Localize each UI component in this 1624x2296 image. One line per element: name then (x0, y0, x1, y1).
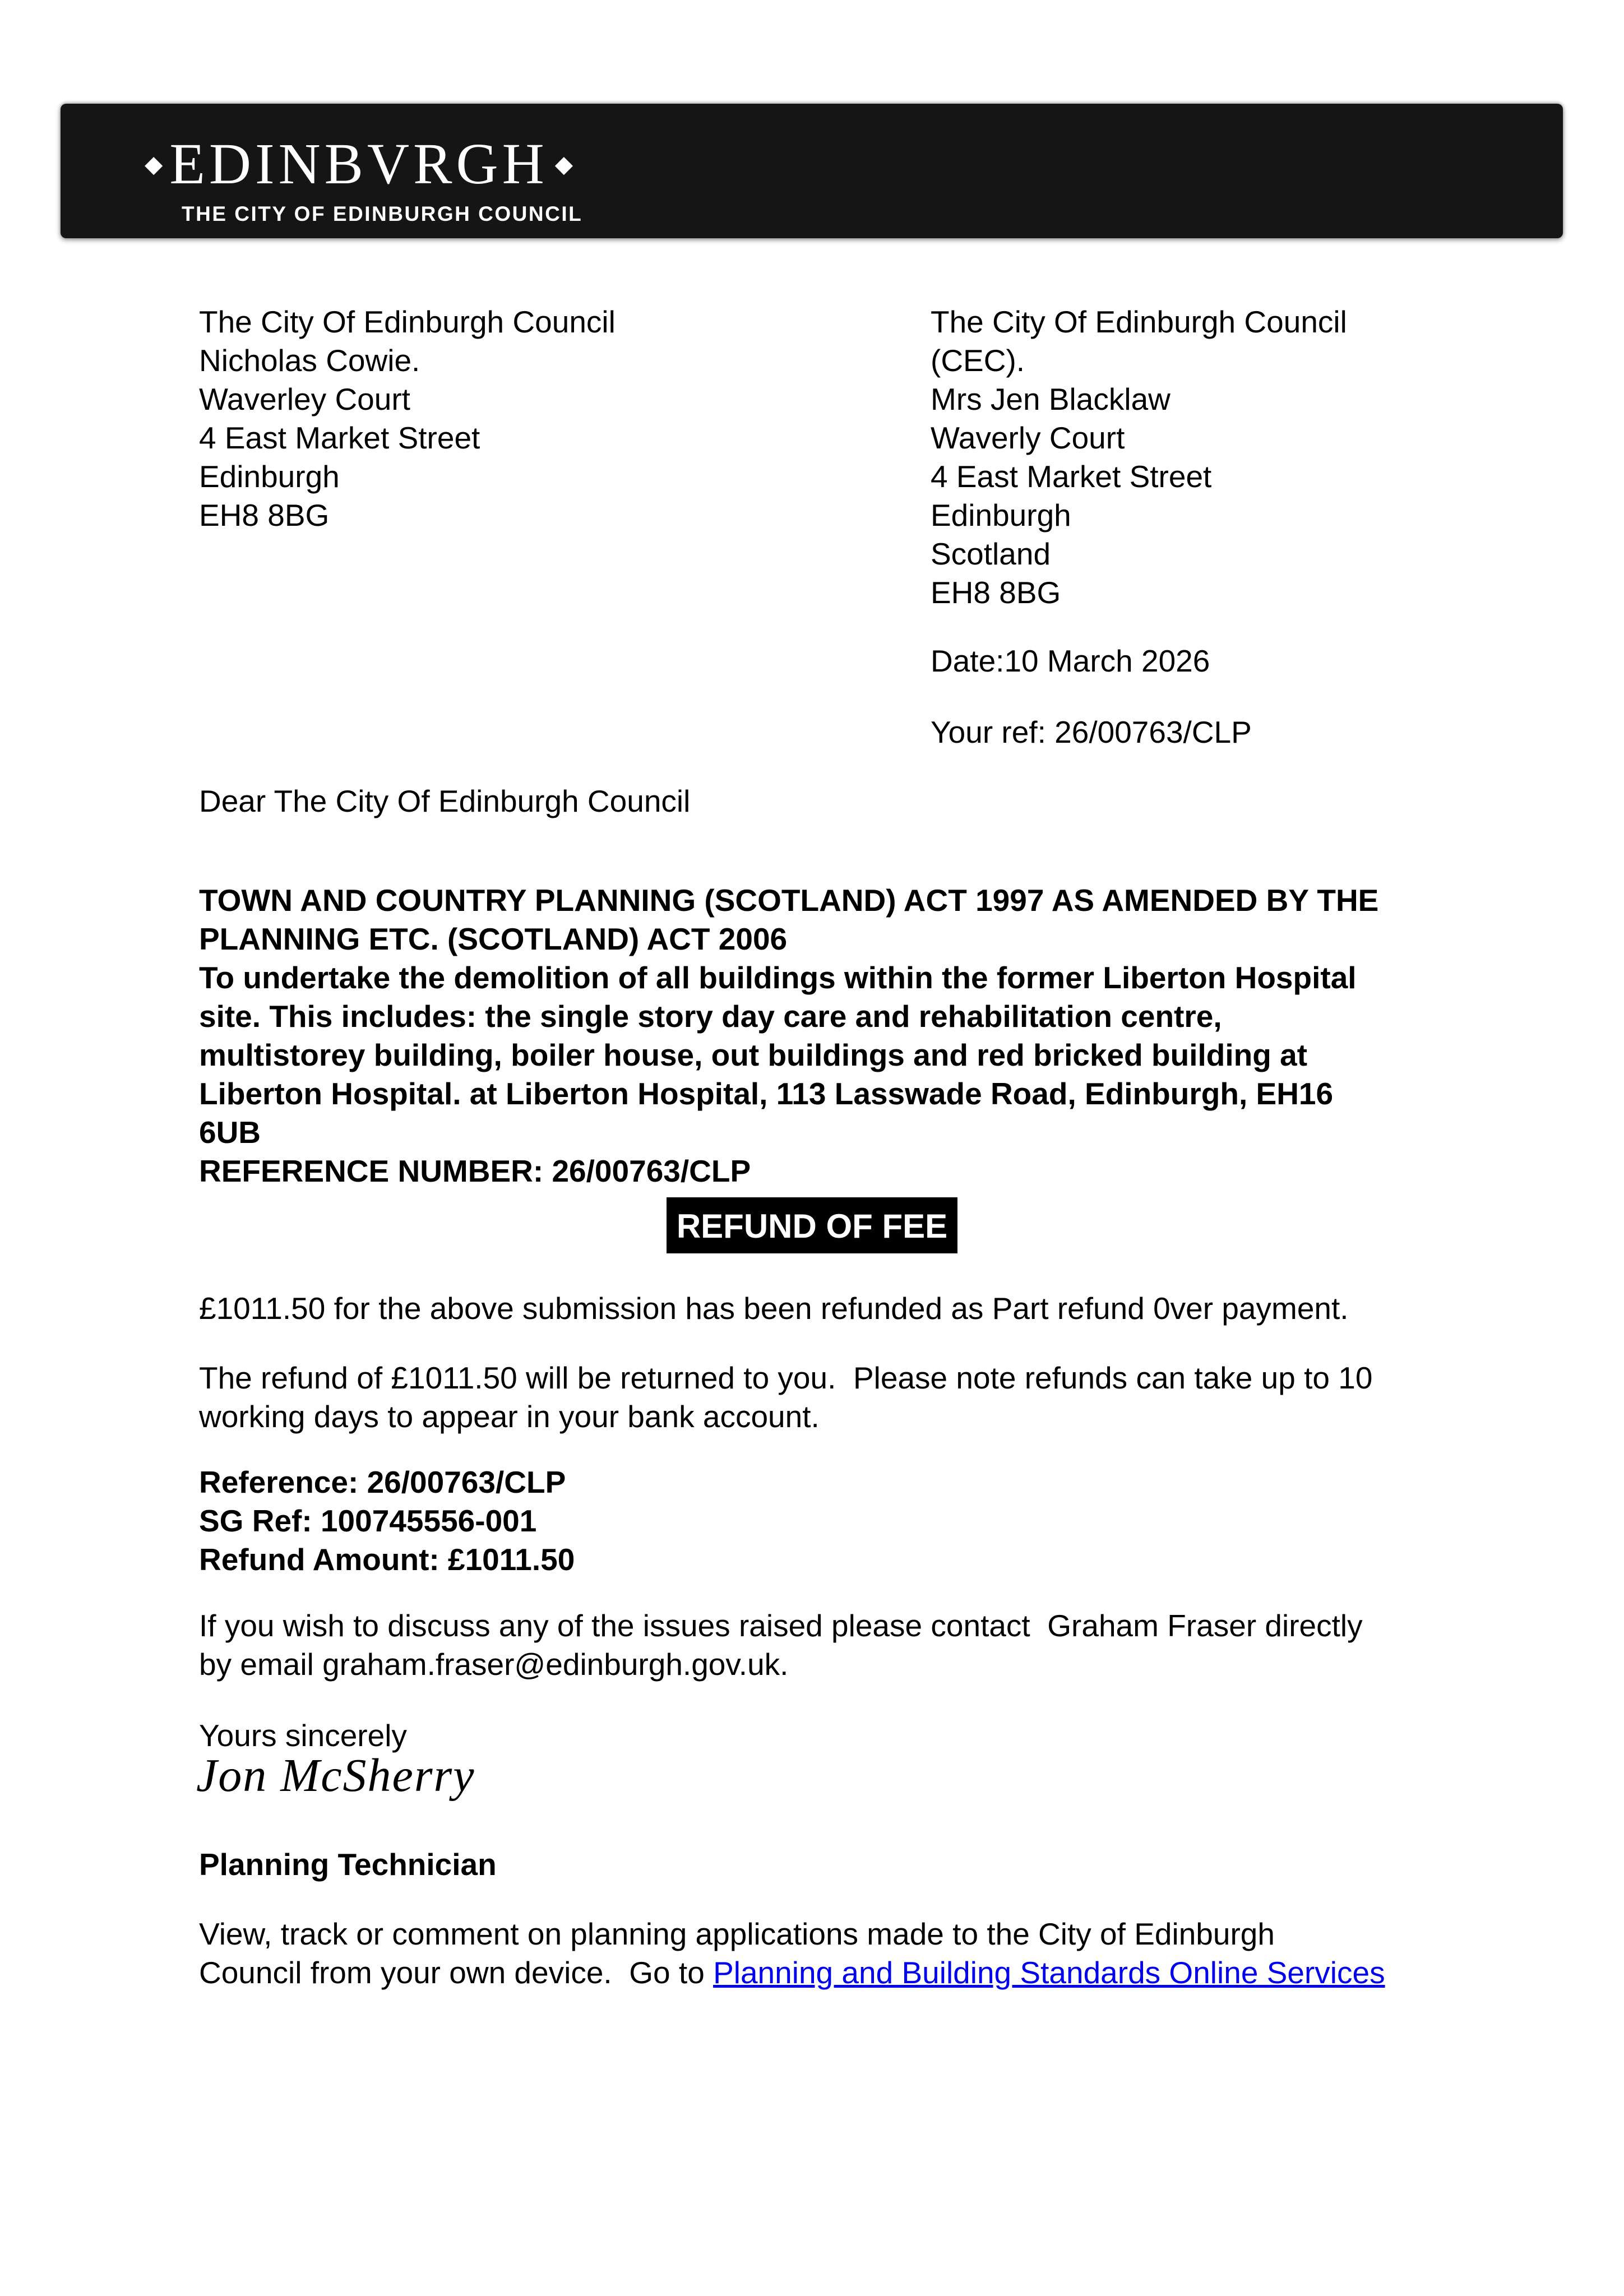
subject-block (199, 881, 1378, 1191)
sender-address-line: 4 East Market Street (199, 420, 480, 455)
handwritten-signature: Jon McSherry (196, 1749, 475, 1802)
logo-diamond-right-icon: ◆ (554, 151, 573, 177)
letter-date: Date:10 March 2026 (931, 644, 1210, 678)
footer-line-prefix: Council from your own device. Go to (199, 1955, 714, 1990)
footer-line (199, 1954, 1385, 1992)
recipient-address-line: Waverly Court (931, 420, 1125, 455)
footer-paragraph (199, 1915, 1385, 1992)
sender-address-line: Edinburgh (199, 459, 340, 494)
subject-line: TOWN AND COUNTRY PLANNING (SCOTLAND) ACT 1997 AS AMENDED BY THE (199, 883, 1379, 918)
sender-address-line: Nicholas Cowie. (199, 343, 420, 378)
recipient-address-line: EH8 8BG (931, 575, 1061, 610)
refund-amount: Refund Amount: £1011.50 (199, 1542, 575, 1577)
recipient-address-block (931, 303, 1347, 612)
logo-subtitle: THE CITY OF EDINBURGH COUNCIL (182, 202, 583, 225)
job-title: Planning Technician (199, 1847, 497, 1882)
recipient-address-line: Scotland (931, 536, 1051, 571)
subject-line: REFERENCE NUMBER: 26/00763/CLP (199, 1154, 751, 1188)
valediction: Yours sincerely (199, 1718, 407, 1753)
sender-address-line: Waverley Court (199, 382, 410, 416)
recipient-address-line: (CEC). (931, 343, 1025, 378)
subject-line: 6UB (199, 1115, 261, 1150)
sender-address-line: EH8 8BG (199, 498, 330, 533)
subject-line: To undertake the demolition of all buildings within the former Liberton Hospital (199, 960, 1357, 995)
sender-address-block (199, 303, 616, 535)
refund-return-line: The refund of £1011.50 will be returned to you. Please note refunds can take up to 10 (199, 1360, 1373, 1395)
contact-line: by email graham.fraser@edinburgh.gov.uk. (199, 1647, 789, 1682)
subject-line: site. This includes: the single story day care and rehabilitation centre, (199, 999, 1222, 1034)
recipient-address-line: Edinburgh (931, 498, 1071, 533)
recipient-address-line: The City Of Edinburgh Council (931, 304, 1347, 339)
reference-details-block (199, 1463, 575, 1579)
edinburgh-council-logo (145, 132, 583, 226)
contact-paragraph (199, 1607, 1363, 1684)
refund-return-paragraph (199, 1359, 1372, 1436)
salutation: Dear The City Of Edinburgh Council (199, 784, 691, 818)
logo-wordmark: EDINBVRGH (169, 132, 548, 196)
recipient-address-line: 4 East Market Street (931, 459, 1212, 494)
recipient-address-line: Mrs Jen Blacklaw (931, 382, 1170, 416)
your-reference: Your ref: 26/00763/CLP (931, 715, 1252, 749)
reference-number: Reference: 26/00763/CLP (199, 1465, 566, 1499)
sg-ref: SG Ref: 100745556-001 (199, 1503, 537, 1538)
subject-line: Liberton Hospital. at Liberton Hospital, 113 Lasswade Road, Edinburgh, EH16 (199, 1076, 1334, 1111)
subject-line: PLANNING ETC. (SCOTLAND) ACT 2006 (199, 922, 788, 956)
refund-of-fee-heading: REFUND OF FEE (667, 1197, 957, 1253)
footer-line: View, track or comment on planning applications made to the City of Edinburgh (199, 1917, 1275, 1951)
council-header-banner (61, 104, 1563, 238)
subject-line: multistorey building, boiler house, out buildings and red bricked building at (199, 1038, 1308, 1072)
planning-online-services-link[interactable]: Planning and Building Standards Online Services (713, 1955, 1385, 1990)
logo-diamond-left-icon: ◆ (145, 151, 163, 177)
refund-return-line: working days to appear in your bank account. (199, 1399, 820, 1434)
sender-address-line: The City Of Edinburgh Council (199, 304, 616, 339)
contact-line: If you wish to discuss any of the issues raised please contact Graham Fraser directly (199, 1608, 1363, 1643)
refunded-amount-paragraph: £1011.50 for the above submission has been refunded as Part refund 0ver payment. (199, 1291, 1349, 1326)
refund-heading-row (0, 1197, 1624, 1253)
